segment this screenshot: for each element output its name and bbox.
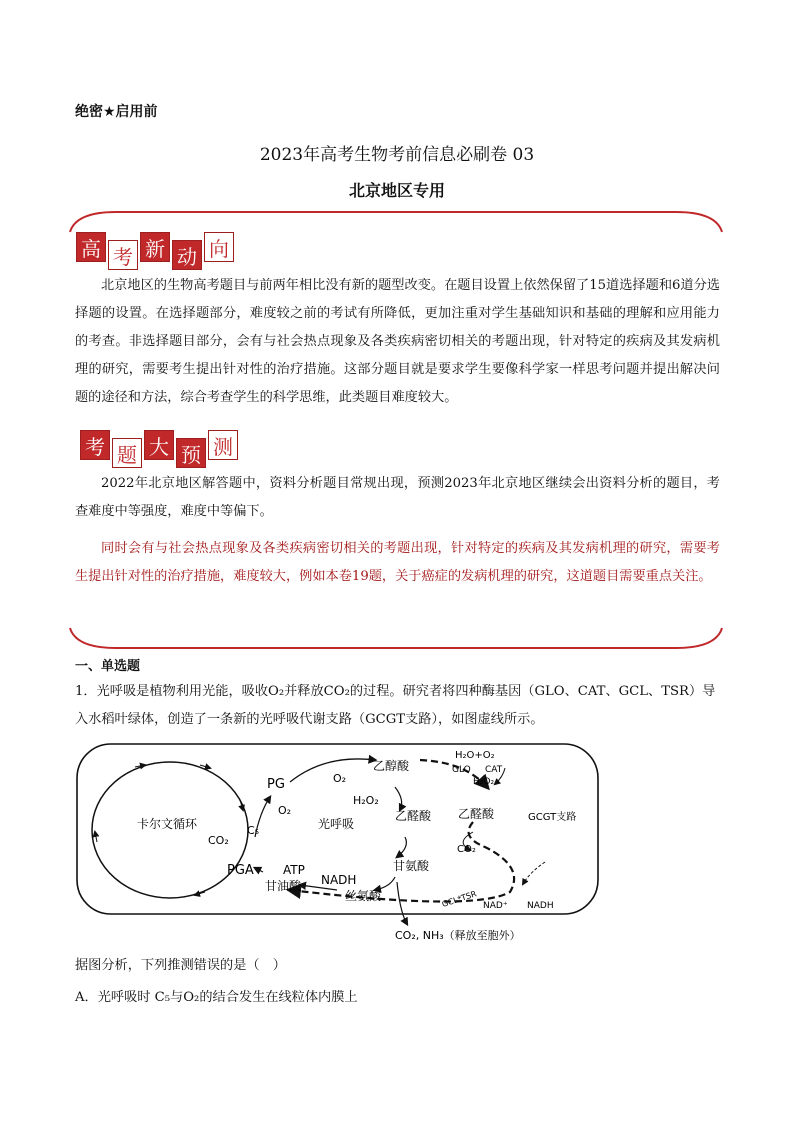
banner-new-trends [76,232,236,270]
page-title: 2023年高考生物考前信息必刷卷 03 [259,145,535,165]
glyoxylate-branch-label: 乙醛酸 [458,807,495,821]
banner-char: 新 [140,232,170,262]
question-stem: 1．光呼吸是植物利用光能，吸收O₂并释放CO₂的过程。研究者将四种酶基因（GLO、CAT、GCL、TSR）导入水稻叶绿体，创造了一条新的光呼吸代谢支路（GCGT支路），如图虚线所示。 [75,684,716,727]
page-subtitle: 北京地区专用 [348,181,445,200]
banner-char: 考 [108,240,138,270]
intro-paragraph: 北京地区的生物高考题目与前两年相比没有新的题型改变。在题目设置上依然保留了15道选择题和6道分选择题的设置。在选择题部分，难度较之前的考试有所降低，更加注重对学生基础知识和基础的理解和应用能力的考查。非选择题目部分，会有与社会热点现象及各类疾病密切相关的考题出现，针对特定的疾病及其发病机理的研究，需要考生提出针对性的治疗措施。这部分题目就是要求学生要像科学家一样思考问题并提出解决问题的途径和方法，综合考查学生的科学思维，此类题目难度较大。 [75,278,720,405]
prediction-paragraph: 2022年北京地区解答题中，资料分析题目常规出现，预测2023年北京地区继续会出资料分析的题目，考查难度中等强度，难度中等偏下。 [75,476,720,519]
o2-mid-label: O₂ [333,772,347,785]
cat-label: CAT [485,765,503,775]
focus-paragraph: 同时会有与社会热点现象及各类疾病密切相关的考题出现，针对特定的疾病及其发病机理的研究，需要考生提出针对性的治疗措施，难度较大，例如本卷19题，关于癌症的发病机理的研究，这道题目需要重点关注。 [75,541,720,584]
serine-label: 丝氨酸 [345,889,382,903]
banner-char: 高 [76,232,106,262]
nadh-right-label: NADH [527,901,554,911]
gcgt-branch-label: GCGT支路 [528,812,577,823]
glycine-label: 甘氨酸 [393,859,430,873]
glycerate-label: 甘油酸 [265,879,302,893]
confidential-label: 绝密★启用前 [75,104,158,120]
bottom-arc-decoration [66,624,726,654]
photorespiration-label: 光呼吸 [318,817,355,831]
banner-exam-prediction [80,430,240,468]
pga-label: PGA [227,863,254,878]
banner-char: 题 [112,438,142,468]
banner-char: 大 [144,430,174,460]
h2o-o2-label: H₂O+O₂ [455,750,495,761]
pg-label: PG [267,777,285,792]
glyoxylate-label: 乙醛酸 [395,809,432,823]
co2-left-label: CO₂ [208,834,229,847]
section-title: 一、单选题 [75,659,141,674]
nadh-label: NADH [321,873,357,887]
option-a[interactable]: A．光呼吸时 C₅与O₂的结合发生在线粒体内膜上 [75,990,358,1005]
glycolate-label: 乙醇酸 [373,759,410,773]
o2-left-label: O₂ [278,804,292,817]
calvin-cycle-label: 卡尔文循环 [137,817,198,831]
h2o2-top-label: H₂O₂ [473,777,495,787]
gcl-tsr-label: GCL*TSR [440,889,478,909]
banner-char: 测 [208,430,238,460]
question-prompt: 据图分析，下列推测错误的是（ ） [75,958,286,973]
atp-label: ATP [283,863,305,877]
release-label: CO₂, NH₃（释放至胞外） [395,929,521,942]
photorespiration-diagram [75,742,600,942]
h2o2-mid-label: H₂O₂ [353,794,379,807]
co2-right-label: CO₂ [457,844,476,855]
banner-char: 考 [80,430,110,460]
glo-label: GLO [452,765,471,775]
nad-plus-label: NAD⁺ [483,901,508,911]
banner-char: 动 [172,240,202,270]
c5-label: C₅ [247,824,260,837]
banner-char: 向 [204,232,234,262]
banner-char: 预 [176,438,206,468]
